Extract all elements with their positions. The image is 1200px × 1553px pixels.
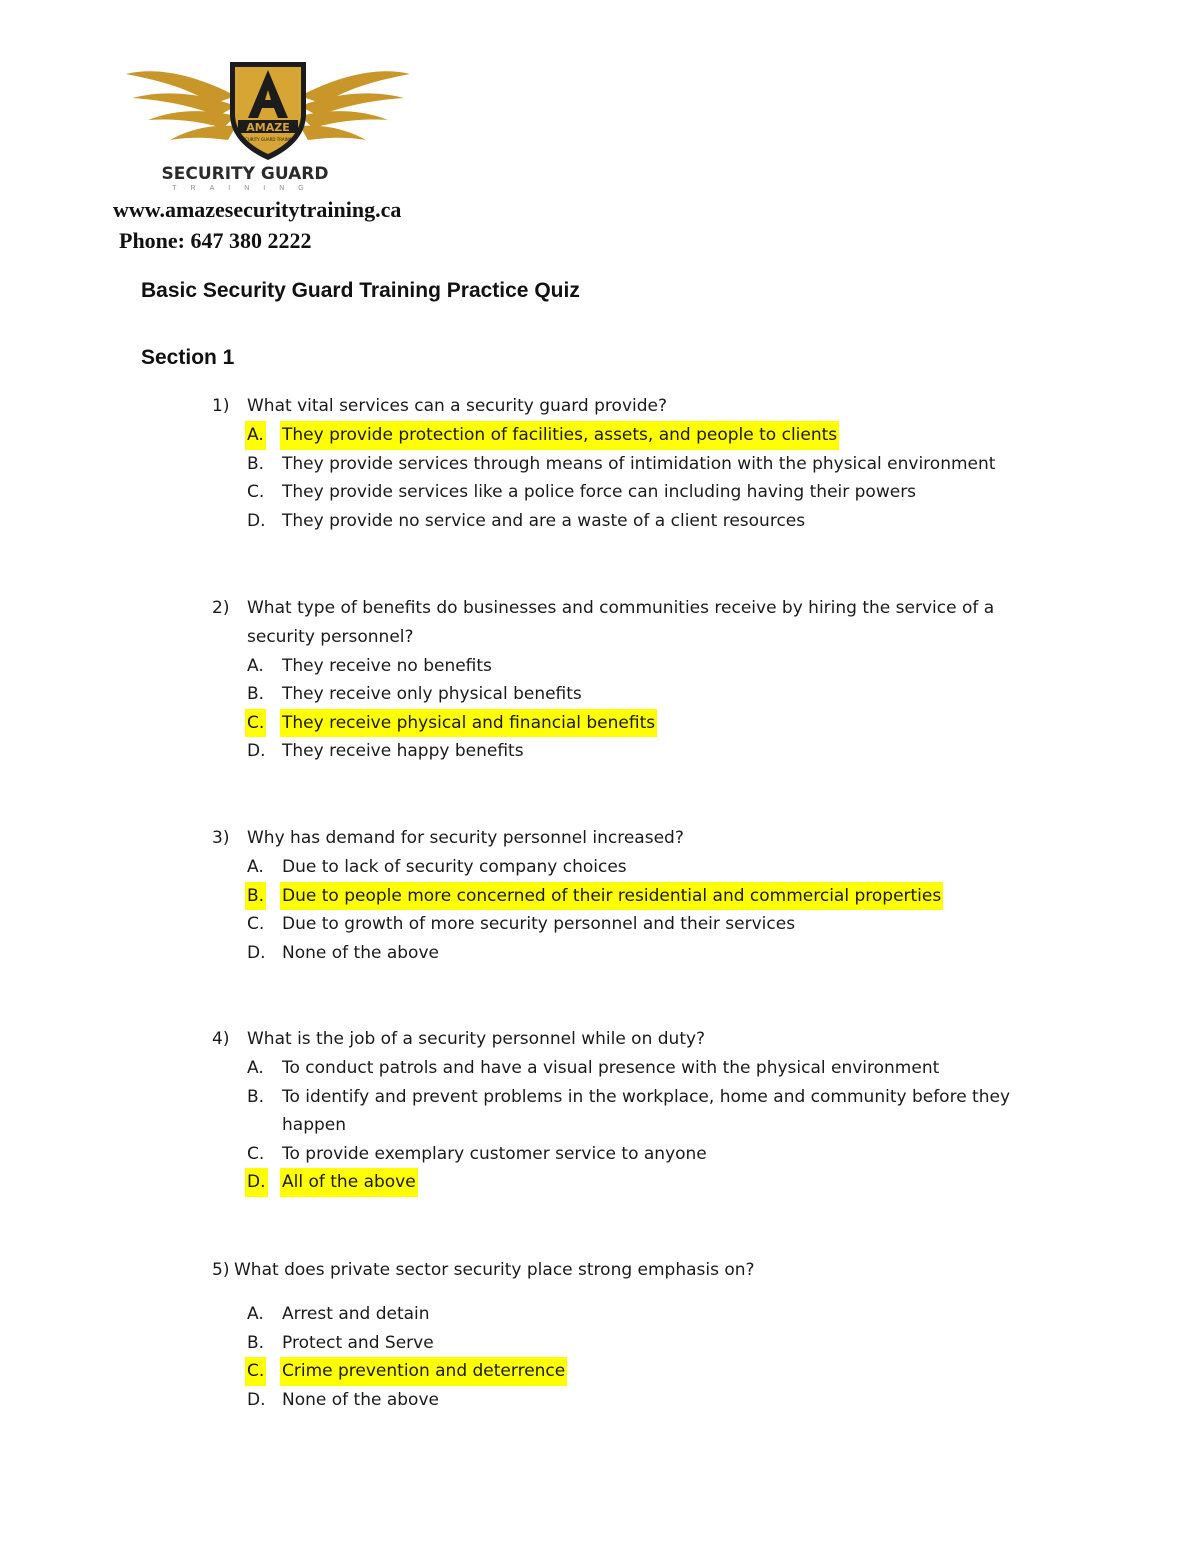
answer-option [0, 853, 1200, 882]
option-text: Arrest and detain [282, 1304, 430, 1324]
option-text: None of the above [282, 1389, 439, 1410]
option-letter: D. [247, 510, 266, 531]
question-5 [0, 1256, 1200, 1414]
answer-option [0, 1083, 1200, 1112]
answer-option [0, 507, 1200, 536]
option-text: They receive no benefits [282, 655, 492, 676]
website-link[interactable]: www.amazesecuritytraining.ca [113, 197, 402, 222]
option-letter: D. [245, 1168, 268, 1197]
section-title: Section 1 [141, 346, 235, 369]
answer-option [0, 1054, 1200, 1083]
option-letter: C. [247, 1143, 265, 1164]
answer-option [0, 652, 1200, 681]
answer-option [0, 478, 1200, 507]
option-letter: A. [245, 421, 266, 450]
option-text: To identify and prevent problems in the workplace, home and community before they [282, 1086, 1011, 1107]
question-text-continued: security personnel? [247, 627, 414, 647]
question-text: What type of benefits do businesses and communities receive by hiring the service of a [247, 598, 995, 618]
page-title: Basic Security Guard Training Practice Quiz [141, 279, 580, 302]
option-letter: B. [247, 1086, 265, 1107]
logo-brand-sub-text: SECURITY GUARD TRAINING [239, 137, 297, 142]
question-number: 5) [212, 1260, 230, 1280]
option-text: They receive physical and financial benefits [280, 709, 657, 738]
option-text: None of the above [282, 942, 439, 963]
logo-subtitle: TRAINING [172, 185, 318, 192]
option-text: Due to people more concerned of their residential and commercial properties [280, 882, 943, 911]
option-text: Due to growth of more security personnel and their services [282, 914, 796, 934]
answer-option [0, 737, 1200, 766]
answer-option [0, 1357, 1200, 1386]
option-letter: D. [247, 741, 266, 761]
option-letter: B. [245, 882, 266, 911]
option-letter: B. [247, 1332, 265, 1353]
option-letter: B. [247, 684, 265, 704]
answer-option [0, 910, 1200, 939]
question-2 [0, 594, 1200, 766]
option-text: To conduct patrols and have a visual presence with the physical environment [282, 1058, 940, 1078]
question-text: What vital services can a security guard provide? [247, 396, 667, 416]
question-1 [0, 392, 1200, 535]
answer-option [0, 1300, 1200, 1329]
option-text: They receive only physical benefits [282, 684, 582, 704]
question-number: 1) [212, 396, 230, 416]
option-text: They provide protection of facilities, assets, and people to clients [280, 421, 839, 450]
question-text: What is the job of a security personnel while on duty? [247, 1029, 706, 1049]
question-4 [0, 1025, 1200, 1197]
phone-number: Phone: 647 380 2222 [119, 228, 312, 253]
logo-brand-text: AMAZE [246, 121, 290, 134]
answer-option [0, 1386, 1200, 1415]
answer-option [0, 1168, 1200, 1197]
option-letter: B. [247, 453, 265, 474]
question-text: Why has demand for security personnel increased? [247, 828, 684, 848]
option-text: Crime prevention and deterrence [280, 1357, 567, 1386]
option-letter: C. [245, 1357, 266, 1386]
option-text: They provide no service and are a waste of a client resources [282, 510, 806, 531]
question-3 [0, 824, 1200, 967]
option-text: They provide services through means of intimidation with the physical environment [282, 453, 996, 474]
question-number: 4) [212, 1029, 230, 1049]
option-letter: C. [247, 914, 265, 934]
answer-option [0, 450, 1200, 479]
question-text: What does private sector security place strong emphasis on? [234, 1260, 755, 1280]
option-letter: A. [247, 857, 264, 877]
option-letter: C. [247, 482, 265, 502]
answer-option [0, 680, 1200, 709]
option-letter: D. [247, 942, 266, 963]
answer-option [0, 882, 1200, 911]
company-logo [118, 56, 418, 198]
option-letter: A. [247, 1304, 264, 1324]
logo-emblem-icon [118, 56, 418, 166]
question-number: 3) [212, 828, 230, 848]
option-text: They provide services like a police force can including having their powers [282, 482, 917, 502]
option-letter: A. [247, 1058, 264, 1078]
option-text-continued: happen [282, 1115, 347, 1135]
answer-option [0, 939, 1200, 968]
answer-option [0, 421, 1200, 450]
question-number: 2) [212, 598, 230, 618]
answer-option [0, 1329, 1200, 1358]
answer-option [0, 709, 1200, 738]
logo-title: SECURITY GUARD [161, 164, 329, 184]
option-letter: D. [247, 1389, 266, 1410]
option-text: To provide exemplary customer service to anyone [282, 1143, 707, 1164]
answer-option [0, 1140, 1200, 1169]
option-text: Due to lack of security company choices [282, 857, 627, 877]
option-text: Protect and Serve [282, 1332, 434, 1353]
option-text: All of the above [280, 1168, 418, 1197]
option-letter: C. [245, 709, 266, 738]
option-text: They receive happy benefits [282, 741, 524, 761]
option-letter: A. [247, 655, 264, 676]
